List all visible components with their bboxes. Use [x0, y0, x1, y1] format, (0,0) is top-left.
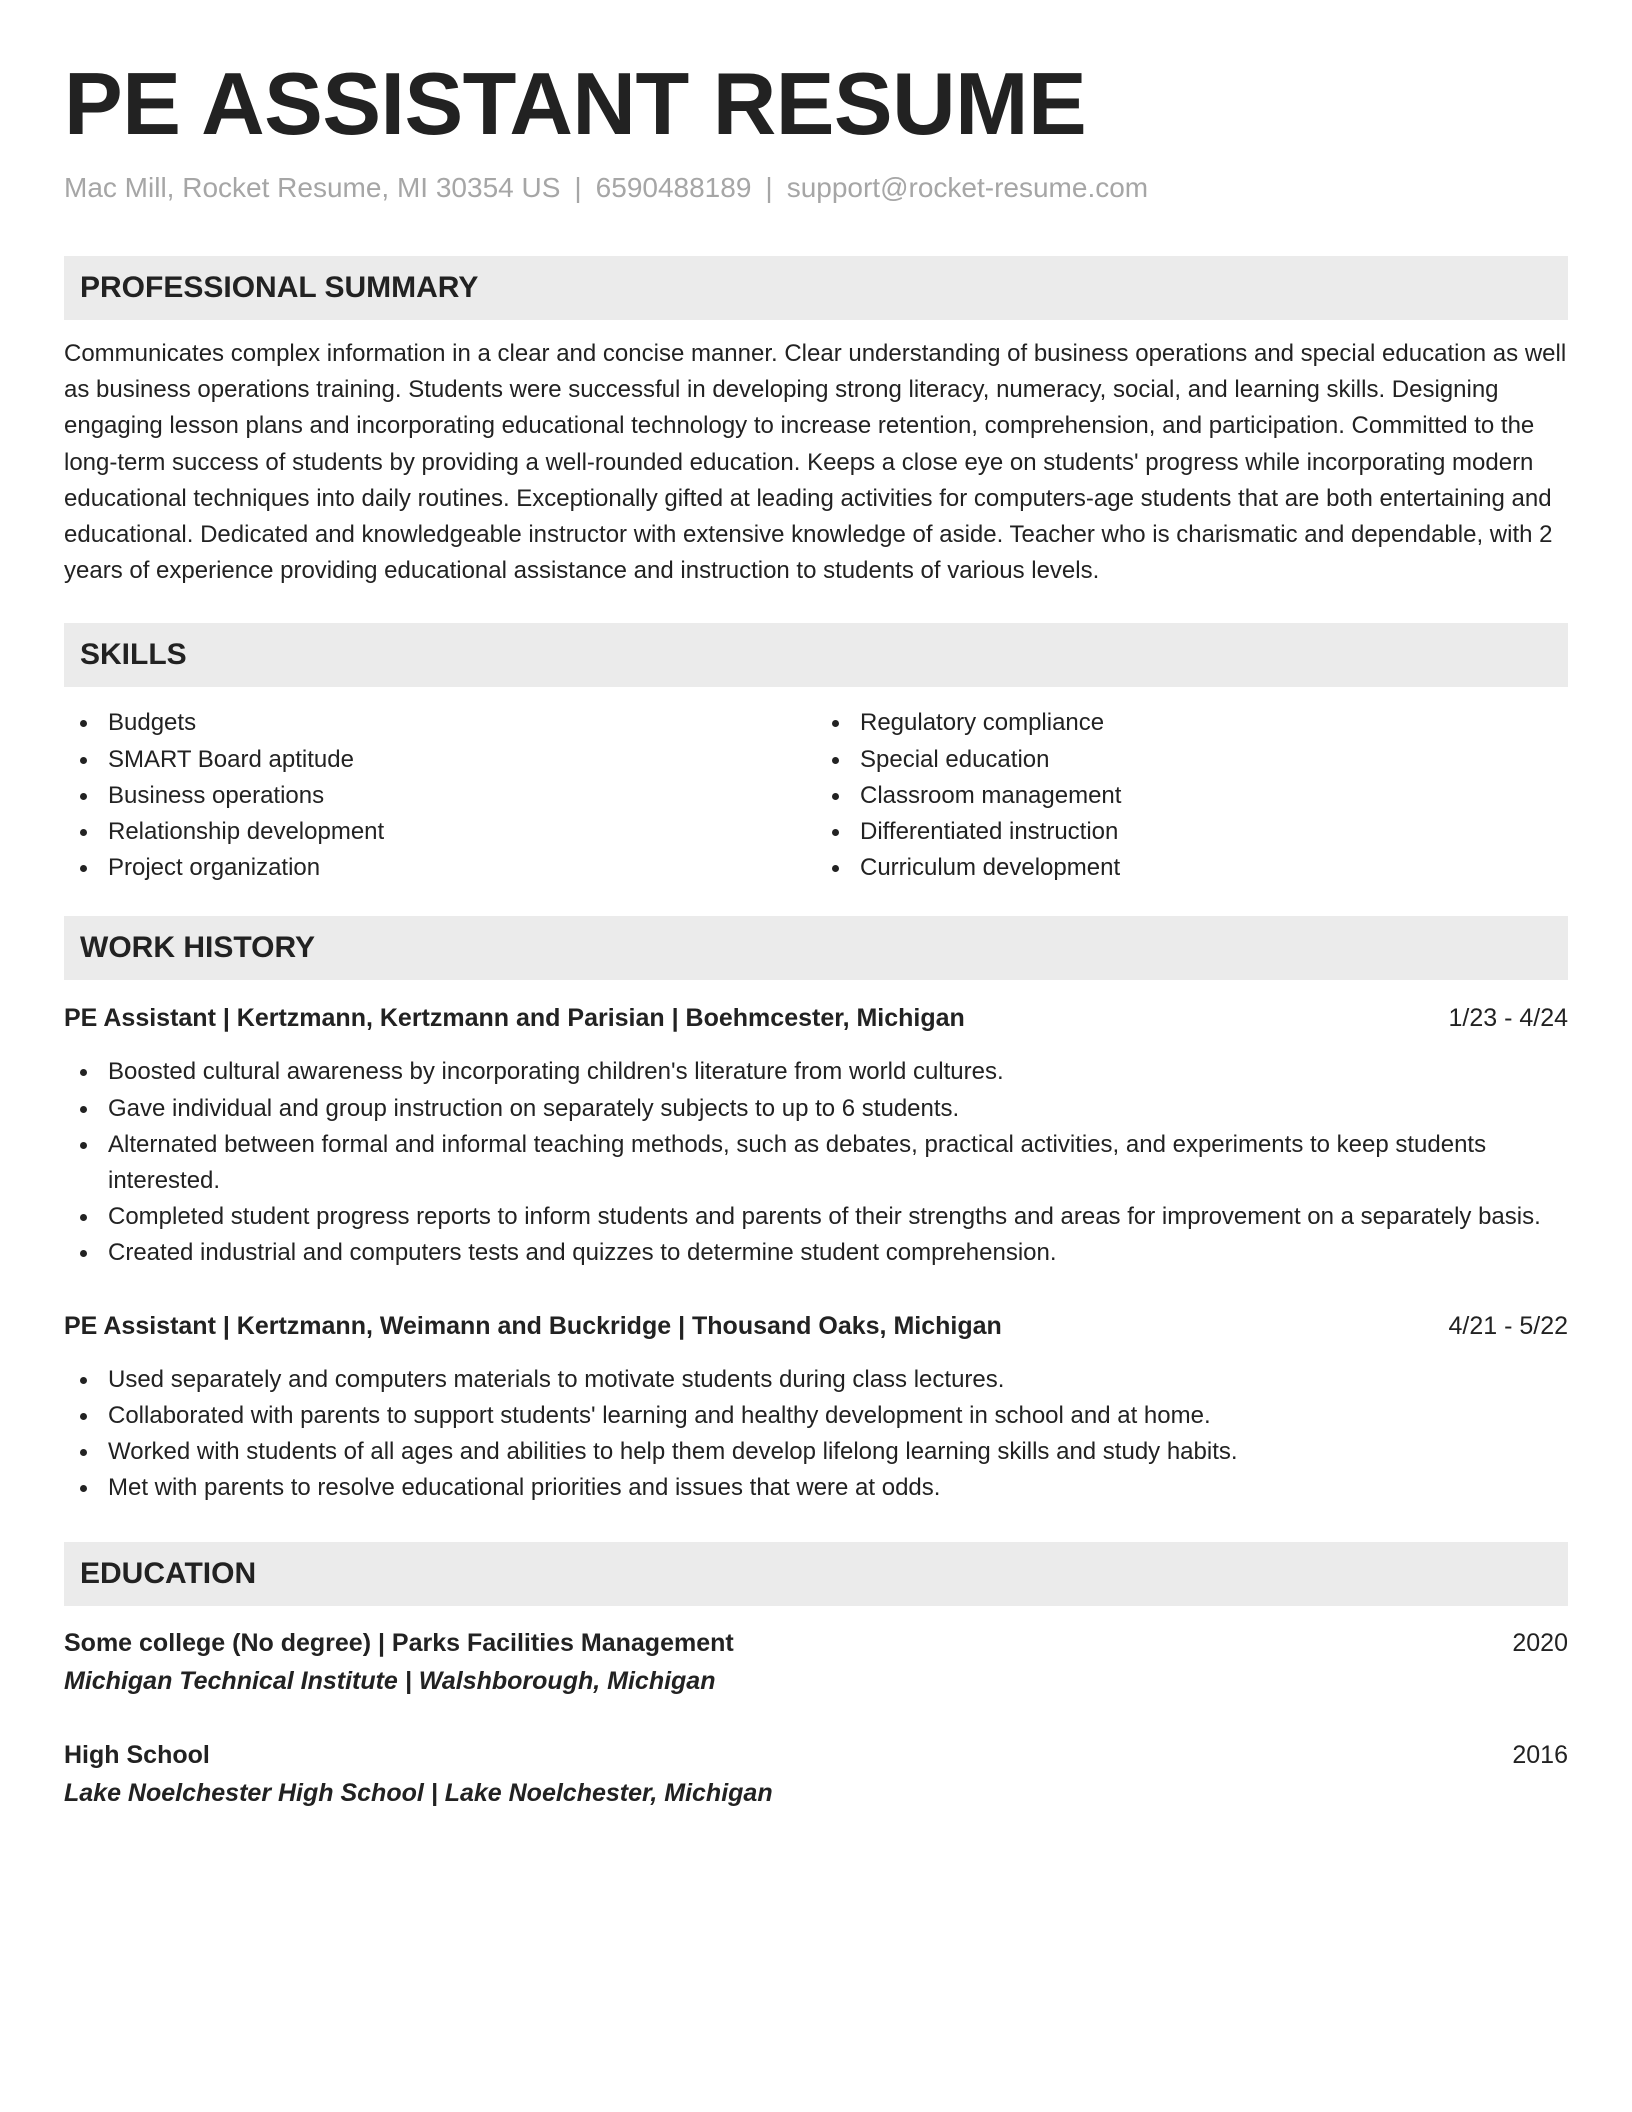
resume-title: PE ASSISTANT RESUME [64, 54, 1087, 153]
work-history-heading: WORK HISTORY [64, 916, 1568, 980]
job-bullet: Met with parents to resolve educational priorities and issues that were at odds. [64, 1470, 1568, 1506]
skill-item: Curriculum development [816, 850, 1568, 886]
contact-phone: 6590488189 [595, 172, 752, 203]
skill-item: Classroom management [816, 778, 1568, 814]
contact-email: support@rocket-resume.com [786, 172, 1149, 203]
job-entry [64, 1000, 1568, 1271]
job-bullet: Gave individual and group instruction on separately subjects to up to 6 students. [64, 1091, 1568, 1127]
job-dates: 4/21 - 5/22 [1448, 1311, 1568, 1340]
skills-heading: SKILLS [64, 623, 1568, 687]
education-year: 2020 [1512, 1629, 1568, 1658]
skill-item: Differentiated instruction [816, 814, 1568, 850]
education-entry [64, 1624, 1568, 1700]
job-bullets [64, 1054, 1568, 1271]
skill-item: Special education [816, 742, 1568, 778]
job-bullet: Worked with students of all ages and abilities to help them develop lifelong learning skills and study habits. [64, 1434, 1568, 1470]
contact-separator: | [574, 172, 582, 203]
skills-grid [64, 705, 1568, 886]
job-bullet: Alternated between formal and informal teaching methods, such as debates, practical activities, and experiments to keep students interested. [64, 1127, 1568, 1199]
education-header [64, 1736, 1568, 1774]
job-header [64, 1000, 1568, 1036]
job-bullet: Completed student progress reports to inform students and parents of their strengths and areas for improvement on a separately basis. [64, 1199, 1568, 1235]
job-dates: 1/23 - 4/24 [1448, 1004, 1568, 1033]
education-entry [64, 1736, 1568, 1812]
job-bullet: Created industrial and computers tests and quizzes to determine student comprehension. [64, 1235, 1568, 1271]
skills-column-left [64, 705, 816, 886]
education-heading: EDUCATION [64, 1542, 1568, 1606]
skills-section [64, 623, 1568, 886]
job-bullet: Boosted cultural awareness by incorporating children's literature from world cultures. [64, 1054, 1568, 1090]
education-title: Some college (No degree) | Parks Facilities Management [64, 1629, 734, 1658]
education-school: Michigan Technical Institute | Walshborough, Michigan [64, 1667, 716, 1696]
skills-column-right [816, 705, 1568, 886]
education-title: High School [64, 1741, 210, 1770]
job-header [64, 1308, 1568, 1344]
skill-item: SMART Board aptitude [64, 742, 816, 778]
skill-item: Budgets [64, 705, 816, 741]
summary-heading: PROFESSIONAL SUMMARY [64, 256, 1568, 320]
job-title: PE Assistant | Kertzmann, Weimann and Buckridge | Thousand Oaks, Michigan [64, 1311, 1002, 1340]
summary-section [64, 256, 1568, 589]
education-section [64, 1542, 1568, 1812]
summary-text: Communicates complex information in a clear and concise manner. Clear understanding of business operations and special education as well as business operations training. Students were successful in developing strong literacy, numeracy, social, and learning skills. Designing engaging lesson plans and incorporating educational technology to increase retention, comprehension, and participation. Committed to the long-term success of students by providing a well-rounded education. Keeps a close eye on students' progress while incorporating modern educational techniques into daily routines. Exceptionally gifted at leading activities for computers-age students that are both entertaining and educational. Dedicated and knowledgeable instructor with extensive knowledge of aside. Teacher who is charismatic and dependable, with 2 years of experience providing educational assistance and instruction to students of various levels. [64, 340, 1567, 585]
skill-item: Relationship development [64, 814, 816, 850]
education-school: Lake Noelchester High School | Lake Noelchester, Michigan [64, 1779, 773, 1808]
work-history-section [64, 916, 1568, 1506]
skill-item: Business operations [64, 778, 816, 814]
job-bullet: Used separately and computers materials to motivate students during class lectures. [64, 1362, 1568, 1398]
job-title: PE Assistant | Kertzmann, Kertzmann and Parisian | Boehmcester, Michigan [64, 1004, 965, 1033]
skill-item: Regulatory compliance [816, 705, 1568, 741]
job-bullet: Collaborated with parents to support students' learning and healthy development in school and at home. [64, 1398, 1568, 1434]
contact-address: Mac Mill, Rocket Resume, MI 30354 US [64, 172, 561, 203]
job-entry [64, 1308, 1568, 1507]
education-header [64, 1624, 1568, 1662]
job-bullets [64, 1362, 1568, 1507]
contact-line [64, 170, 1568, 206]
education-year: 2016 [1512, 1741, 1568, 1770]
skill-item: Project organization [64, 850, 816, 886]
contact-separator: | [765, 172, 773, 203]
